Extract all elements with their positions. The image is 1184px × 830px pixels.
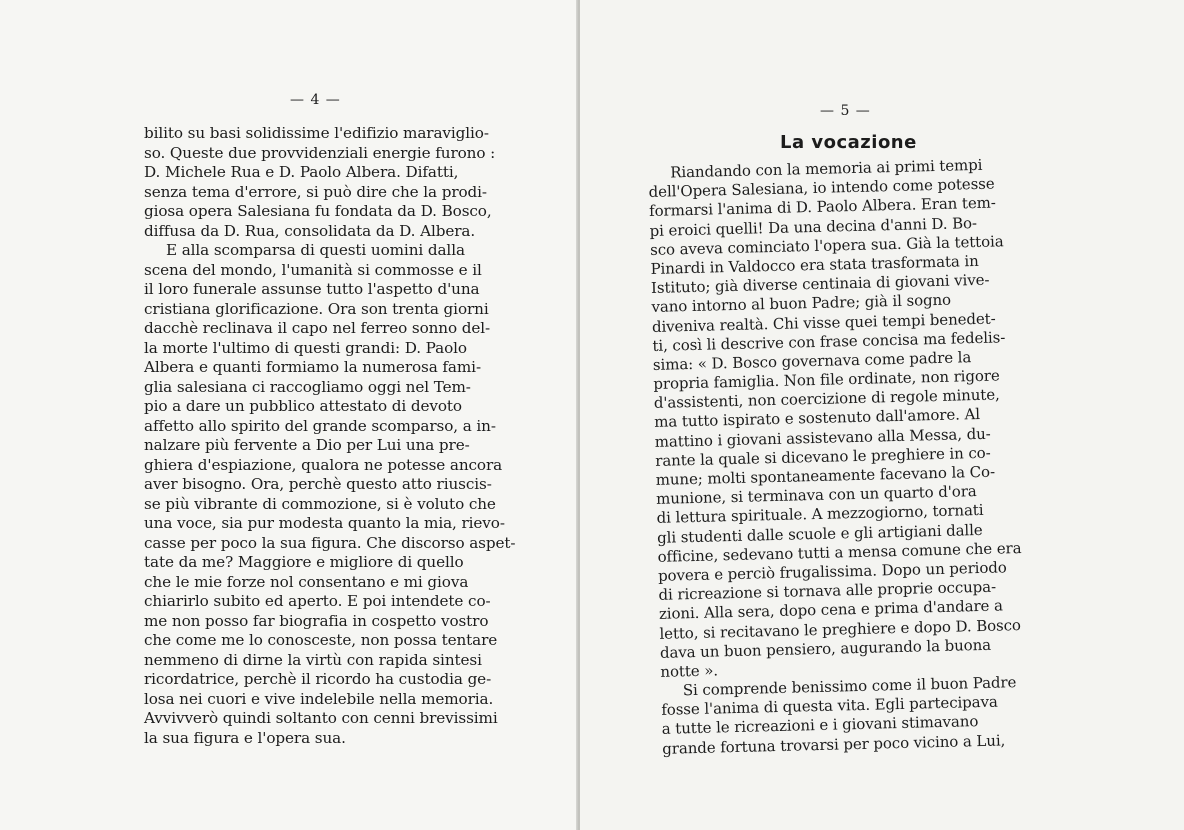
text-line: gli studenti dalle scuole e gli artigiani dalle <box>656 520 983 547</box>
text-line: munione, si terminava con un quarto d'ora <box>655 482 977 509</box>
text-line: scena del mondo, l'umanità si commosse e il <box>144 260 482 279</box>
text-line: di lettura spirituale. A mezzogiorno, tornati <box>656 501 984 528</box>
text-line: D. Michele Rua e D. Paolo Albera. Difatti, <box>144 163 459 181</box>
text-line: so. Queste due provvidenziali energie furono : <box>144 143 496 162</box>
text-line: sima: « D. Bosco governava come padre la <box>652 348 972 374</box>
text-line: ma tutto ispirato e sostenuto dall'amore. Al <box>654 405 981 432</box>
text-line: che come me lo conosceste, non possa tentare <box>144 631 498 649</box>
text-line: diveniva realtà. Chi visse quei tempi benedet- <box>651 309 996 336</box>
text-line: Pinardi in Valdocco era stata trasformata in <box>650 251 979 278</box>
text-line: a tutte le ricreazioni e i giovani stimavano <box>661 712 979 739</box>
text-line: ghiera d'espiazione, qualora ne potesse ancora <box>144 455 503 474</box>
text-line: d'assistenti, non coercizione di regole minute, <box>653 385 1000 413</box>
left-page-text <box>144 124 516 748</box>
text-line: pio a dare un pubblico attestato di devoto <box>144 397 462 415</box>
text-line: Si comprende benissimo come il buon Padre <box>682 673 1017 700</box>
text-line: il loro funerale assunse tutto l'aspetto d'una <box>144 280 480 298</box>
text-line: vano intorno al buon Padre; già il sogno <box>651 290 952 317</box>
text-line: ti, così li descrive con frase concisa ma fedelis- <box>652 328 1006 355</box>
text-line: E alla scomparsa di questi uomini dalla <box>166 241 465 259</box>
text-line: losa nei cuori e vive indelebile nella memoria. <box>144 689 494 708</box>
text-line: bilito su basi solidissime l'edifizio maraviglio- <box>144 124 489 142</box>
text-line: che le mie forze nol consentano e mi giova <box>144 572 469 591</box>
text-line: officine, sedevano tutti a mensa comune che era <box>657 538 1022 566</box>
text-line: Istituto; già diverse centinaia di giovani vive- <box>650 270 990 298</box>
text-line: letto, si recitavano le preghiere e dopo D. Bosco <box>659 615 1022 643</box>
left-page <box>0 0 578 830</box>
text-line: giosa opera Salesiana fu fondata da D. Bosco, <box>144 202 492 220</box>
text-line: notte ». <box>660 661 719 681</box>
text-line: dacchè reclinava il capo nel ferreo sonno del- <box>144 319 491 337</box>
text-line: la sua figura e l'opera sua. <box>144 728 346 747</box>
text-line: grande fortuna trovarsi per poco vicino a Lui, <box>662 731 1006 758</box>
text-line: povera e perciò frugalissima. Dopo un periodo <box>657 558 1007 585</box>
text-line: diffusa da D. Rua, consolidata da D. Albera. <box>144 221 476 240</box>
text-line: dava un buon pensiero, augurando la buona <box>659 635 992 662</box>
right-page-text <box>648 155 1024 758</box>
text-line: sco aveva cominciato l'opera sua. Già la tettoia <box>649 232 1004 259</box>
right-page <box>580 0 1184 830</box>
section-title: La vocazione <box>780 132 917 153</box>
text-line: ricordatrice, perchè il ricordo ha custodia ge- <box>144 670 492 688</box>
text-line: Albera e quanti formiamo la numerosa fami- <box>144 358 481 376</box>
text-line: senza tema d'errore, si può dire che la prodi- <box>144 182 487 201</box>
text-line: propria famiglia. Non file ordinate, non rigore <box>653 366 1000 393</box>
text-line: fosse l'anima di questa vita. Egli partecipava <box>661 692 998 720</box>
text-line: cristiana glorificazione. Ora son trenta giorni <box>144 299 489 318</box>
text-line: chiarirlo subito ed aperto. E poi intendete co- <box>144 592 491 610</box>
text-line: zioni. Alla sera, dopo cena e prima d'andare a <box>658 596 1004 624</box>
text-line: nemmeno di dirne la virtù con rapida sintesi <box>144 650 482 669</box>
text-line: formarsi l'anima di D. Paolo Albera. Eran tem- <box>648 193 996 221</box>
text-line: casse per poco la sua figura. Che discorso aspet- <box>144 533 516 552</box>
text-line: se più vibrante di commozione, si è voluto che <box>144 494 496 513</box>
text-line: di ricreazione si tornava alle proprie occupa- <box>658 577 997 604</box>
text-line: me non posso far biografia in cospetto vostro <box>144 611 489 630</box>
text-line: rante la quale si dicevano le preghiere in co- <box>655 443 991 470</box>
text-line: glia salesiana ci raccogliamo oggi nel Tem- <box>144 377 471 396</box>
text-line: Riandando con la memoria ai primi tempi <box>669 155 983 182</box>
text-line: una voce, sia pur modesta quanto la mia, rievo- <box>144 514 505 532</box>
text-line: mune; molti spontaneamente facevano la Co- <box>655 462 996 489</box>
text-line: pi eroici quelli! Da una decina d'anni D. Bo- <box>649 213 978 240</box>
page-number-right: — 5 — <box>820 103 871 119</box>
page-number-left: — 4 — <box>290 92 341 108</box>
text-line: affetto allo spirito del grande scomparso, a in- <box>144 416 496 435</box>
text-line: nalzare più fervente a Dio per Lui una pre- <box>144 436 470 454</box>
text-line: mattino i giovani assistevano alla Messa, du- <box>654 424 991 451</box>
text-line: dell'Opera Salesiana, io intendo come potesse <box>648 174 995 202</box>
text-line: Avvivverò quindi soltanto con cenni brevissimi <box>144 709 498 727</box>
text-line: tate da me? Maggiore e migliore di quello <box>144 553 464 571</box>
text-line: la morte l'ultimo di questi grandi: D. Paolo <box>144 338 467 357</box>
text-line: aver bisogno. Ora, perchè questo atto riuscis- <box>144 475 492 493</box>
